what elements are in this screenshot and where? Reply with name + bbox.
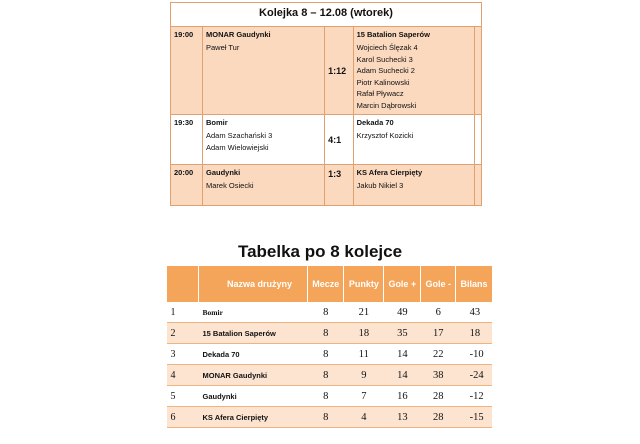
home-team-name: Gaudynki: [205, 168, 241, 177]
goal-balance: -10: [456, 344, 492, 365]
table-row: [167, 344, 493, 365]
home-scorer: Adam Szachański 3: [205, 131, 273, 140]
away-scorer: Marcin Dąbrowski: [356, 100, 417, 110]
round-title-row: [171, 3, 482, 27]
away-team-cell: [353, 115, 474, 165]
header-team: Nazwa drużyny: [199, 266, 308, 302]
points: 18: [344, 323, 384, 344]
position: 2: [167, 323, 199, 344]
standings-table: [166, 266, 492, 428]
home-scorer: Marek Osiecki: [205, 181, 254, 190]
points: 11: [344, 344, 384, 365]
table-row: [167, 386, 493, 407]
goal-balance: -12: [456, 386, 492, 407]
round-title: Kolejka 8 – 12.08 (wtorek): [171, 3, 482, 27]
match-time: 19:00: [171, 27, 203, 115]
goals-against: 28: [421, 407, 456, 428]
match-score: 1:12: [325, 27, 353, 115]
header-goals-against: Gole -: [421, 266, 456, 302]
match-time: 19:30: [171, 115, 203, 165]
goal-balance: -15: [456, 407, 492, 428]
header-matches: Mecze: [308, 266, 344, 302]
away-team-name: Dekada 70: [356, 118, 394, 127]
matches-played: 8: [308, 344, 344, 365]
matches-played: 8: [308, 365, 344, 386]
away-scorer: Adam Suchecki 2: [356, 66, 415, 75]
position: 4: [167, 365, 199, 386]
empty-cell: [475, 115, 482, 165]
header-goals-for: Gole +: [384, 266, 421, 302]
away-team-name: 15 Batalion Saperów: [356, 30, 430, 39]
goals-against: 38: [421, 365, 456, 386]
home-scorer: Paweł Tur: [205, 43, 240, 52]
goal-balance: 43: [456, 302, 492, 323]
matches-played: 8: [308, 323, 344, 344]
header-position: [167, 266, 199, 302]
table-row: [167, 323, 493, 344]
match-time: 20:00: [171, 165, 203, 206]
away-scorer: Krzysztof Kozicki: [356, 131, 414, 140]
match-row: [171, 165, 482, 206]
spacer: [206, 153, 321, 161]
home-team-cell: [202, 115, 324, 165]
points: 4: [344, 407, 384, 428]
position: 3: [167, 344, 199, 365]
empty-cell: [475, 27, 482, 115]
position: 6: [167, 407, 199, 428]
home-team-cell: [202, 27, 324, 115]
goals-against: 28: [421, 386, 456, 407]
spacer: [206, 192, 321, 202]
table-row: [167, 407, 493, 428]
match-score: 1:3: [325, 165, 353, 206]
goals-for: 49: [384, 302, 421, 323]
away-scorer: Karol Suchecki 3: [356, 54, 413, 64]
team-name: Bomir: [199, 302, 308, 323]
matches-played: 8: [308, 407, 344, 428]
header-balance: Bilans: [456, 266, 492, 302]
goal-balance: 18: [456, 323, 492, 344]
home-scorer: Adam Wielowiejski: [205, 142, 269, 152]
team-name: 15 Batalion Saperów: [199, 323, 308, 344]
match-score: 4:1: [325, 115, 353, 165]
away-scorer: Piotr Kalinowski: [356, 77, 410, 87]
round-results-table: [170, 2, 482, 206]
goals-against: 22: [421, 344, 456, 365]
match-row: [171, 115, 482, 165]
team-name: MONAR Gaudynki: [199, 365, 308, 386]
position: 5: [167, 386, 199, 407]
standings-header-row: [167, 266, 493, 302]
goals-for: 35: [384, 323, 421, 344]
goals-for: 13: [384, 407, 421, 428]
position: 1: [167, 302, 199, 323]
away-scorer: Jakub Nikiel 3: [356, 181, 404, 190]
home-team-name: MONAR Gaudynki: [205, 30, 271, 39]
points: 7: [344, 386, 384, 407]
away-scorer: Wojciech Ślęzak 4: [356, 43, 418, 52]
goals-against: 17: [421, 323, 456, 344]
table-row: [167, 302, 493, 323]
away-scorer: Rafał Pływacz: [356, 89, 404, 98]
standings-title: Tabelka po 8 kolejce: [237, 242, 403, 261]
home-team-name: Bomir: [205, 118, 228, 127]
team-name: Gaudynki: [199, 386, 308, 407]
goals-for: 16: [384, 386, 421, 407]
points: 9: [344, 365, 384, 386]
away-team-cell: [353, 27, 474, 115]
match-row: [171, 27, 482, 115]
goal-balance: -24: [456, 365, 492, 386]
team-name: Dekada 70: [199, 344, 308, 365]
header-points: Punkty: [344, 266, 384, 302]
goals-for: 14: [384, 344, 421, 365]
away-team-name: KS Afera Cierpięty: [356, 168, 423, 177]
team-name: KS Afera Cierpięty: [199, 407, 308, 428]
home-team-cell: [202, 165, 324, 206]
table-row: [167, 365, 493, 386]
matches-played: 8: [308, 386, 344, 407]
points: 21: [344, 302, 384, 323]
goals-against: 6: [421, 302, 456, 323]
matches-played: 8: [308, 302, 344, 323]
goals-for: 14: [384, 365, 421, 386]
empty-cell: [475, 165, 482, 206]
away-team-cell: [353, 165, 474, 206]
